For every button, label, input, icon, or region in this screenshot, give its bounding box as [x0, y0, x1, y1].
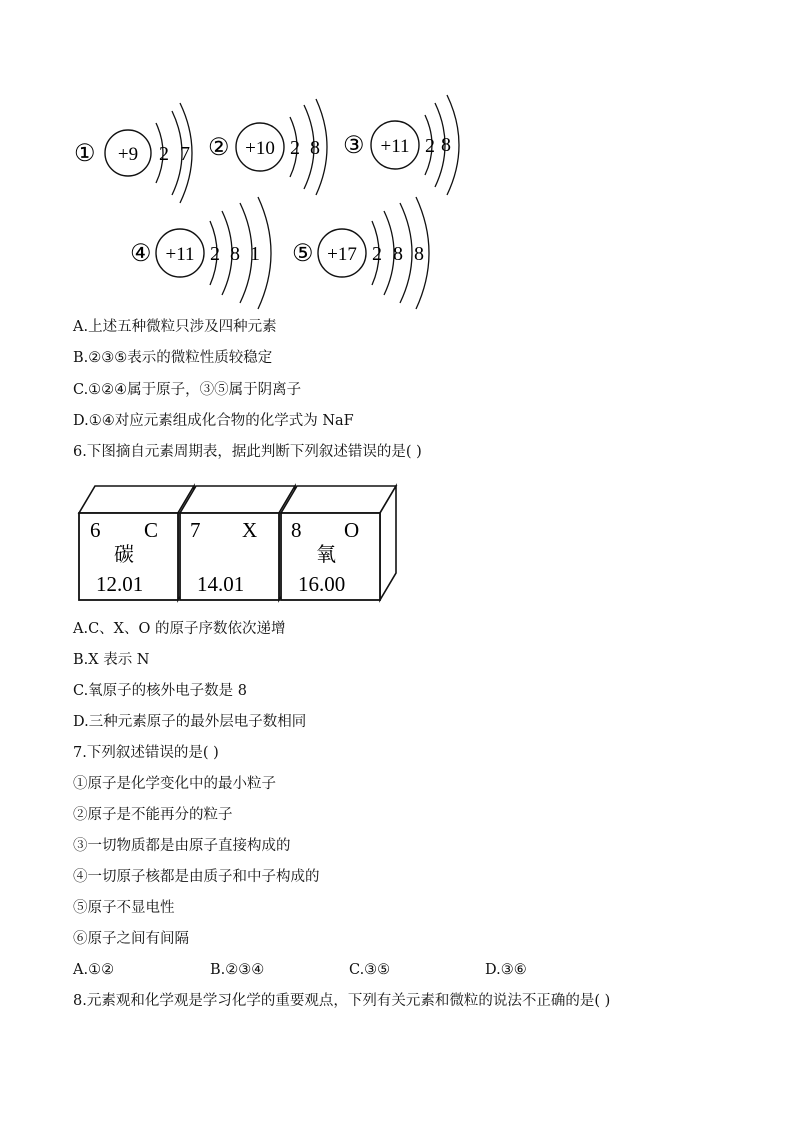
shell-electron-count: 2: [290, 137, 300, 159]
shell-electron-count: 8: [441, 134, 451, 156]
shell-electron-count: 2: [159, 143, 169, 165]
element-cell-oxygen: [281, 486, 396, 600]
shell-electron-count: 2: [210, 243, 220, 265]
atomic-number: 6: [90, 518, 101, 542]
atom-label: ②: [208, 135, 230, 161]
atom-svg-3: [343, 99, 483, 189]
atom-label: ③: [343, 133, 365, 159]
periodic-table-excerpt: [76, 483, 398, 605]
q7-statement-3: ③一切物质都是由原子直接构成的: [73, 838, 291, 854]
atom-label: ④: [130, 241, 152, 267]
atomic-number: 7: [190, 518, 201, 542]
shell-electron-count: 2: [372, 243, 382, 265]
q7-stem: 7.下列叙述错误的是( ): [73, 745, 219, 761]
atomic-number: 8: [291, 518, 302, 542]
shell-electron-count: 7: [180, 143, 190, 165]
nucleus-charge: +17: [327, 244, 357, 265]
atom-diagram-2: [208, 99, 338, 189]
q6-option-c: C.氧原子的核外电子数是 8: [73, 683, 248, 699]
element-name: 氧: [316, 542, 336, 566]
element-cell-carbon: [79, 486, 194, 600]
element-cell-x: [180, 486, 295, 600]
element-symbol: C: [144, 518, 159, 542]
shell-electron-count: 8: [414, 243, 424, 265]
q7-statement-1: ①原子是化学变化中的最小粒子: [73, 776, 276, 792]
shell-electron-count: 1: [250, 243, 260, 265]
shell-electron-count: 8: [393, 243, 403, 265]
nucleus-charge: +9: [117, 144, 139, 165]
atom-label: ⑤: [292, 241, 314, 267]
q5-option-a: A.上述五种微粒只涉及四种元素: [73, 319, 277, 335]
q7-option-a: A.①②: [73, 962, 115, 978]
atomic-mass: 14.01: [197, 572, 245, 596]
atom-svg-4: [130, 205, 290, 295]
q7-option-b: B.②③④: [210, 962, 265, 978]
atom-diagram-5: [292, 205, 472, 295]
shell-electron-count: 8: [230, 243, 240, 265]
periodic-table-svg: [76, 483, 398, 605]
atomic-mass: 12.01: [96, 572, 144, 596]
shell-electron-count: 8: [310, 137, 320, 159]
atom-diagram-1: [72, 103, 202, 193]
atom-diagram-4: [130, 205, 290, 295]
q7-option-c: C.③⑤: [349, 962, 391, 978]
q7-option-d: D.③⑥: [485, 962, 527, 978]
q6-option-a: A.C、X、O 的原子序数依次递增: [73, 621, 286, 637]
atom-svg-5: [292, 205, 472, 295]
q7-statement-2: ②原子是不能再分的粒子: [73, 807, 233, 823]
atom-label: ①: [74, 141, 96, 167]
q5-option-c: C.①②④属于原子，③⑤属于阴离子: [73, 382, 302, 398]
q5-option-d: D.①④对应元素组成化合物的化学式为 NaF: [73, 413, 354, 429]
atom-structure-diagrams: [60, 95, 500, 295]
shell-electron-count: 2: [425, 135, 435, 157]
element-name: 碳: [114, 542, 134, 566]
q5-option-b: B.②③⑤表示的微粒性质较稳定: [73, 350, 273, 366]
q7-statement-6: ⑥原子之间有间隔: [73, 931, 189, 947]
q7-statement-4: ④一切原子核都是由质子和中子构成的: [73, 869, 320, 885]
nucleus-charge: +11: [380, 136, 410, 157]
atomic-mass: 16.00: [298, 572, 346, 596]
q6-stem: 6.下图摘自元素周期表，据此判断下列叙述错误的是( ): [73, 444, 422, 460]
q8-stem: 8.元素观和化学观是学习化学的重要观点，下列有关元素和微粒的说法不正确的是( ): [73, 993, 611, 1009]
atom-svg-2: [208, 99, 338, 189]
q6-option-d: D.三种元素原子的最外层电子数相同: [73, 714, 307, 730]
q7-statement-5: ⑤原子不显电性: [73, 900, 175, 916]
nucleus-charge: +11: [165, 244, 195, 265]
atom-diagram-3: [343, 99, 483, 189]
q6-option-b: B.X 表示 N: [73, 652, 150, 668]
nucleus-charge: +10: [245, 138, 275, 159]
element-symbol: X: [242, 518, 258, 542]
atom-svg-1: [72, 103, 202, 193]
element-symbol: O: [344, 518, 360, 542]
